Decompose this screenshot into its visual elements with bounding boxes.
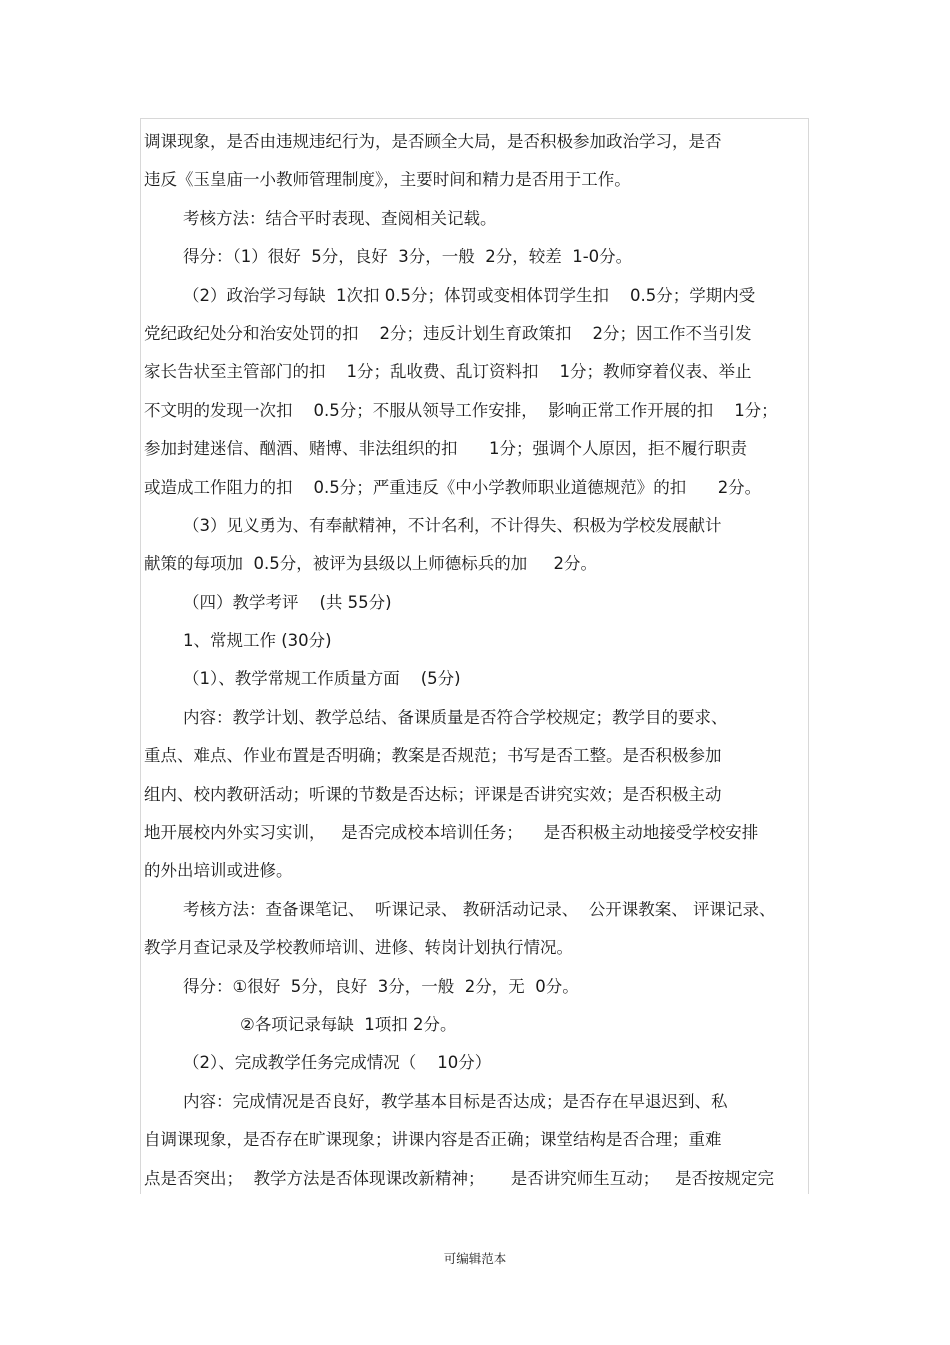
content-line: 内容：完成情况是否良好，教学基本目标是否达成；是否存在早退迟到、私 <box>183 1091 728 1111</box>
paragraph-line: 组内、校内教研活动；听课的节数是否达标；评课是否讲究实效；是否积极主动 <box>144 784 722 804</box>
subsection-heading: 1、常规工作 (30分) <box>183 631 332 651</box>
document-body <box>144 128 804 1203</box>
score-line: 得分：（1）很好 5分，良好 3分，一般 2分，较差 1-0分。 <box>183 247 633 267</box>
paragraph-line: 献策的每项加 0.5分，被评为县级以上师德标兵的加 2分。 <box>144 554 597 574</box>
paragraph-line: 参加封建迷信、酗酒、赌博、非法组织的扣 1分；强调个人原因，拒不履行职责 <box>144 439 747 459</box>
content-line: 内容：教学计划、教学总结、备课质量是否符合学校规定；教学目的要求、 <box>183 707 728 727</box>
paragraph-line: 违反《玉皇庙一小教师管理制度》，主要时间和精力是否用于工作。 <box>144 170 631 190</box>
paragraph-line: 地开展校内外实习实训， 是否完成校本培训任务； 是否积极主动地接受学校安排 <box>144 823 759 843</box>
paragraph-line: （2）政治学习每缺 1次扣 0.5分；体罚或变相体罚学生扣 0.5分；学期内受 <box>183 285 756 305</box>
paragraph-line: 的外出培训或进修。 <box>144 861 293 881</box>
paragraph-line: 不文明的发现一次扣 0.5分；不服从领导工作安排， 影响正常工作开展的扣 1分； <box>144 400 778 420</box>
item-heading: （2）、完成教学任务完成情况（ 10分） <box>183 1053 492 1073</box>
score-line: 得分：①很好 5分，良好 3分，一般 2分，无 0分。 <box>183 976 579 996</box>
section-heading: （四）教学考评 (共 55分) <box>183 592 392 612</box>
item-heading: （1）、教学常规工作质量方面 (5分) <box>183 669 461 689</box>
page-footer: 可编辑范本 <box>443 1251 507 1266</box>
paragraph-line: 调课现象，是否由违规违纪行为，是否顾全大局，是否积极参加政治学习，是否 <box>144 132 722 151</box>
paragraph-line: 或造成工作阻力的扣 0.5分；严重违反《中小学教师职业道德规范》的扣 2分。 <box>144 477 762 497</box>
paragraph-line: 重点、难点、作业布置是否明确；教案是否规范；书写是否工整。是否积极参加 <box>144 746 722 766</box>
paragraph-line: 点是否突出； 教学方法是否体现课改新精神； 是否讲究师生互动； 是否按规定完 <box>144 1168 774 1188</box>
paragraph-line: 党纪政纪处分和治安处罚的扣 2分；违反计划生育政策扣 2分；因工作不当引发 <box>144 323 752 343</box>
score-line: ②各项记录每缺 1项扣 2分。 <box>240 1014 457 1034</box>
paragraph-line: （3）见义勇为、有奉献精神，不计名利，不计得失、积极为学校发展献计 <box>183 515 722 535</box>
assessment-method-line: 考核方法：结合平时表现、查阅相关记载。 <box>183 208 497 228</box>
paragraph-line: 自调课现象，是否存在旷课现象；讲课内容是否正确；课堂结构是否合理；重难 <box>144 1130 722 1150</box>
assessment-method-line: 考核方法：查备课笔记、 听课记录、 教研活动记录、 公开课教案、 评课记录、 <box>183 899 776 919</box>
paragraph-line: 家长告状至主管部门的扣 1分；乱收费、乱订资料扣 1分；教师穿着仪表、举止 <box>144 362 752 382</box>
paragraph-line: 教学月查记录及学校教师培训、进修、转岗计划执行情况。 <box>144 938 573 958</box>
